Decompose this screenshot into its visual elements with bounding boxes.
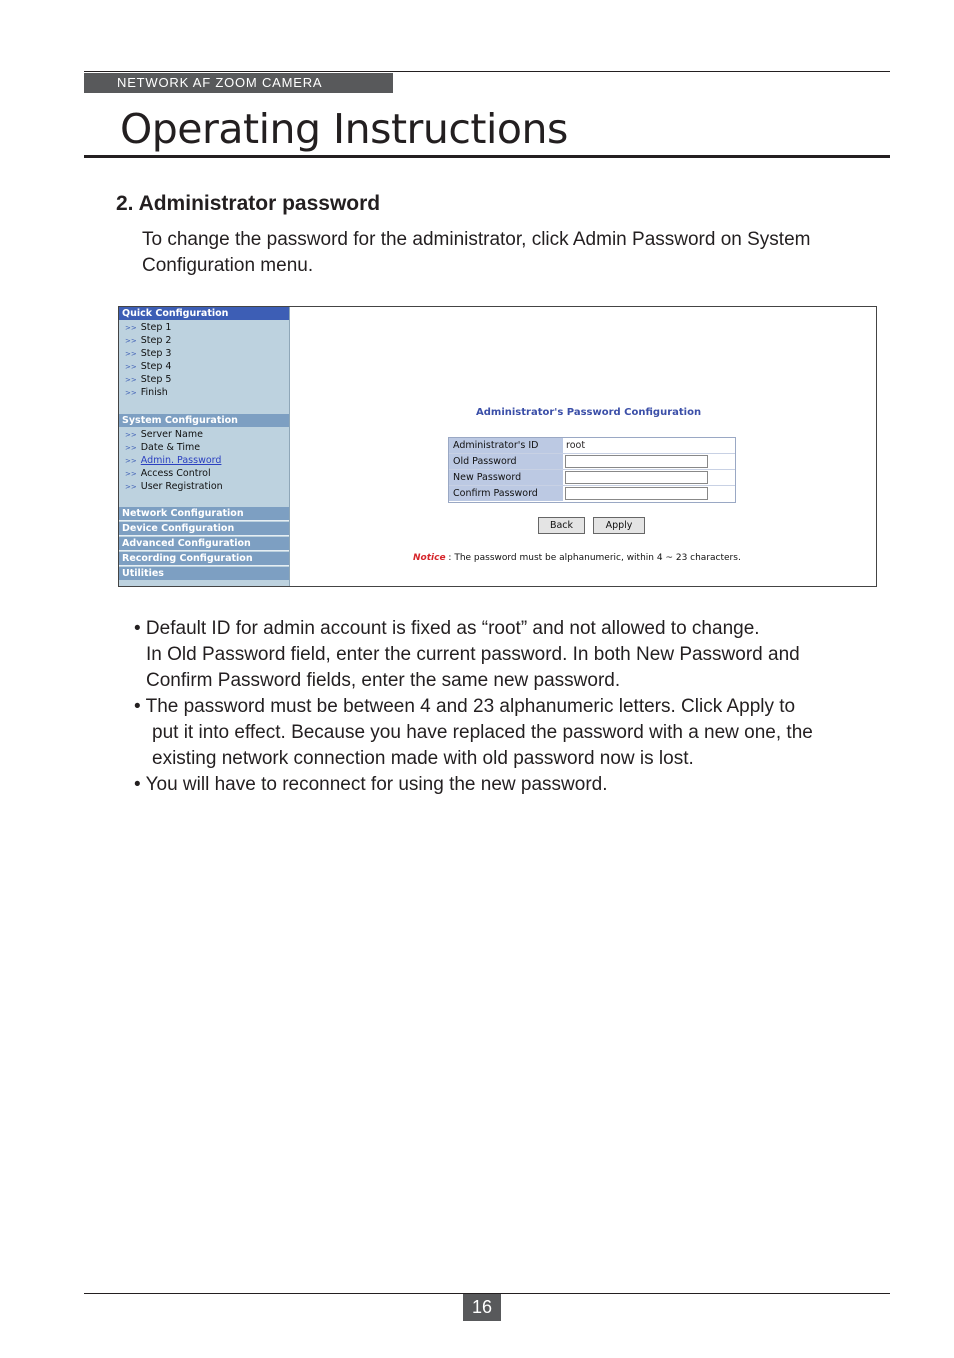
intro-line-2: Configuration menu. (142, 255, 314, 276)
sidebar-divider (119, 550, 289, 551)
double-arrow-icon: >> (125, 483, 137, 491)
top-rule (84, 71, 890, 72)
double-arrow-icon: >> (125, 431, 137, 439)
sidebar-item-step1[interactable]: >> Step 1 (125, 322, 172, 333)
password-form-table (448, 437, 736, 503)
double-arrow-icon: >> (125, 350, 137, 358)
bullet-line-6: existing network connection made with old password now is lost. (152, 748, 694, 769)
row-new-password (449, 470, 735, 486)
double-arrow-icon: >> (125, 470, 137, 478)
admin-id-value: root (566, 440, 586, 451)
config-sidebar (119, 307, 290, 586)
sidebar-item-step3[interactable]: >> Step 3 (125, 348, 172, 359)
confirm-password-label: Confirm Password (449, 486, 563, 501)
double-arrow-icon: >> (125, 457, 137, 465)
sidebar-system-configuration[interactable]: System Configuration (119, 414, 289, 427)
intro-line-1: To change the password for the administrator, click Admin Password on System (142, 229, 811, 250)
admin-password-screenshot (118, 306, 877, 587)
double-arrow-icon: >> (125, 389, 137, 397)
sidebar-utilities[interactable]: Utilities (119, 567, 289, 580)
old-password-field[interactable] (565, 455, 708, 468)
header-band: NETWORK AF ZOOM CAMERA (84, 73, 393, 93)
apply-button[interactable]: Apply (593, 517, 645, 534)
intro-text (142, 227, 882, 279)
sidebar-item-step2[interactable]: >> Step 2 (125, 335, 172, 346)
sidebar-item-admin-password[interactable]: >> Admin. Password (125, 455, 222, 466)
bullet-line-5: put it into effect. Because you have replaced the password with a new one, the (152, 722, 813, 743)
title-rule (84, 155, 890, 158)
form-title: Administrator's Password Configuration (476, 407, 702, 418)
bullet-line-2: In Old Password field, enter the current password. In both New Password and (146, 644, 800, 665)
double-arrow-icon: >> (125, 363, 137, 371)
double-arrow-icon: >> (125, 376, 137, 384)
sidebar-divider (119, 565, 289, 566)
bullet-line-3: Confirm Password fields, enter the same new password. (146, 670, 621, 691)
sidebar-network-configuration[interactable]: Network Configuration (119, 507, 289, 520)
old-password-label: Old Password (449, 454, 563, 469)
page-title: Operating Instructions (120, 105, 568, 153)
section-heading: 2. Administrator password (116, 192, 381, 215)
new-password-field[interactable] (565, 471, 708, 484)
sidebar-divider (119, 535, 289, 536)
sidebar-divider (119, 520, 289, 521)
bullet-line-1: • Default ID for admin account is fixed as “root” and not allowed to change. (134, 618, 760, 639)
bullet-line-7: • You will have to reconnect for using the new password. (134, 774, 608, 795)
row-old-password (449, 454, 735, 470)
bullet-line-4: • The password must be between 4 and 23 alphanumeric letters. Click Apply to (134, 696, 796, 717)
sidebar-quick-configuration[interactable]: Quick Configuration (119, 307, 289, 320)
password-notice (413, 553, 741, 563)
confirm-password-field[interactable] (565, 487, 708, 500)
double-arrow-icon: >> (125, 444, 137, 452)
row-confirm-password (449, 486, 735, 502)
row-admin-id (449, 438, 735, 454)
notice-text: : The password must be alphanumeric, within 4 ~ 23 characters. (448, 553, 741, 563)
sidebar-item-access-control[interactable]: >> Access Control (125, 468, 211, 479)
back-button[interactable]: Back (538, 517, 585, 534)
sidebar-item-date-time[interactable]: >> Date & Time (125, 442, 201, 453)
admin-id-label: Administrator's ID (449, 438, 563, 453)
page-number: 16 (463, 1294, 501, 1321)
sidebar-item-step5[interactable]: >> Step 5 (125, 374, 172, 385)
sidebar-item-user-registration[interactable]: >> User Registration (125, 481, 223, 492)
new-password-label: New Password (449, 470, 563, 485)
sidebar-advanced-configuration[interactable]: Advanced Configuration (119, 537, 289, 550)
double-arrow-icon: >> (125, 324, 137, 332)
notice-label: Notice (413, 553, 446, 563)
sidebar-recording-configuration[interactable]: Recording Configuration (119, 552, 289, 565)
double-arrow-icon: >> (125, 337, 137, 345)
sidebar-item-server-name[interactable]: >> Server Name (125, 429, 203, 440)
sidebar-item-finish[interactable]: >> Finish (125, 387, 168, 398)
sidebar-item-step4[interactable]: >> Step 4 (125, 361, 172, 372)
sidebar-device-configuration[interactable]: Device Configuration (119, 522, 289, 535)
